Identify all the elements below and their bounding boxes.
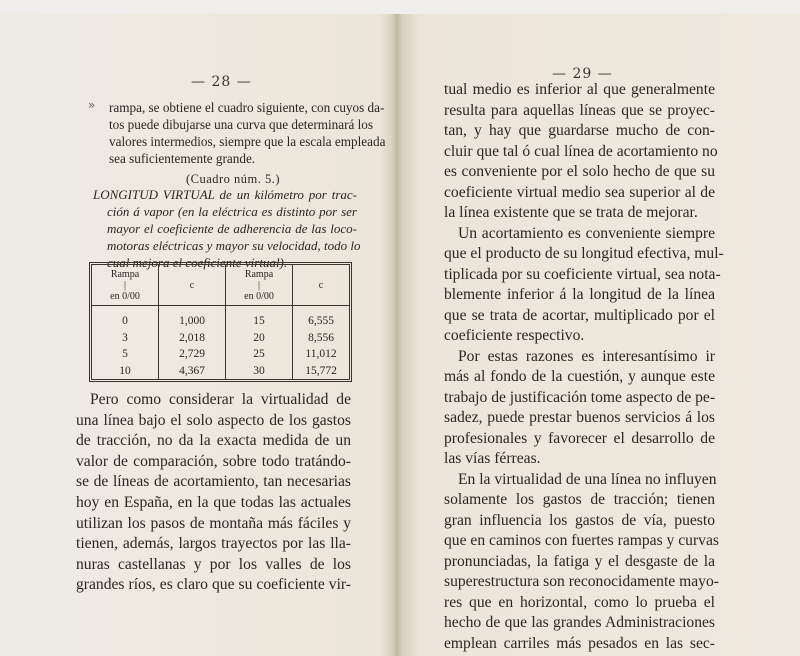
body-line: una línea bajo el solo aspecto de los gastos: [76, 411, 351, 429]
body-line: grandes ríos, es claro que su coeficiente vir-: [76, 576, 351, 594]
table-cell: 15: [226, 306, 293, 329]
table-cell: 2,729: [159, 346, 226, 363]
text-line: blemente inferior á la longitud de la línea: [444, 286, 715, 303]
right-page: [400, 0, 800, 656]
body-line: nuras castellanas y por los valles de los: [76, 555, 351, 573]
body-line: tienen, además, largos trayectos por las lla-: [76, 535, 351, 553]
header-rampa: [226, 265, 293, 306]
table-cell: 1,000: [159, 306, 226, 329]
left-page: [0, 0, 397, 656]
text-line: coeficiente respectivo.: [444, 327, 585, 344]
table-cell: 10: [92, 362, 159, 379]
header-c-text: c: [318, 279, 324, 291]
table-cell: 6,555: [308, 314, 334, 327]
table-cell: 2,018: [159, 329, 226, 346]
header-c-text: c: [189, 279, 195, 291]
intro-line: valores intermedios, siempre que la escala empleada: [109, 134, 386, 149]
header-c: [159, 265, 226, 306]
text-line: la línea existente que se trata de mejorar.: [444, 204, 698, 221]
table-cell: 8,556: [308, 331, 334, 344]
table-title-line: cual mejora el coeficiente virtual).: [107, 255, 288, 270]
text-line: trabajo de justificación tome aspecto de pe-: [444, 388, 716, 406]
header-rampa-text: Rampa | en 0/00: [244, 268, 274, 302]
table-caption: (Cuadro núm. 5.): [185, 172, 281, 186]
table-cell: 15,772: [305, 364, 337, 377]
table-cell: 3: [92, 329, 159, 346]
text-line: En la virtualidad de una línea no influyen: [458, 470, 717, 488]
text-line: solamente los gastos de tracción; tienen: [444, 491, 715, 508]
margin-mark: »: [88, 98, 96, 112]
body-line: hoy en España, en la que todas las actuales: [76, 493, 351, 511]
table-title: [93, 186, 361, 271]
intro-line: tos puede dibujarse una curva que determinará los: [109, 117, 374, 132]
intro-line: rampa, se obtiene el cuadro siguiente, con cuyos da-: [109, 100, 385, 115]
table-row: [92, 346, 349, 363]
text-line: superestructura son reconocidamente mayo-: [444, 573, 719, 590]
body-line: valor de comparación, sobre todo tratándo-: [76, 452, 351, 470]
body-line: se de líneas de acortamiento, tan necesarias: [76, 473, 351, 491]
text-line: hecho de que las grandes Administraciones: [444, 614, 715, 631]
body-line: utilizan los pasos de montaña más fáciles y: [76, 514, 351, 532]
table-title-line: mayor el coeficiente de adherencia de las loco-: [107, 221, 357, 236]
text-line: Por estas razones es interesantísimo ir: [458, 347, 715, 365]
table-cell: 0: [92, 306, 159, 329]
text-line: gran influencia los gastos de vía, puesto: [444, 511, 715, 529]
table-cell: 4,367: [159, 362, 226, 379]
intro-line: sea suficientemente grande.: [109, 151, 256, 166]
body-paragraph: [76, 390, 351, 596]
text-line: que en caminos con fuertes rampas y curvas: [444, 532, 719, 549]
text-line: que el producto de su longitud efectiva, mul-: [444, 245, 724, 262]
table-row: [92, 306, 349, 329]
table-title-line: motoras eléctricas y mayor su velocidad, todo lo: [107, 238, 361, 253]
table-header-row: [92, 265, 349, 306]
intro-paragraph: [109, 99, 386, 167]
virtual-length-table: [89, 262, 352, 382]
table-cell: 5: [92, 346, 159, 363]
text-line: sadez, puede prestar buenos servicios á los: [444, 409, 715, 426]
page-number-left: — 28 —: [191, 74, 252, 90]
table-row: [92, 362, 349, 379]
text-line: que se trata de acortar, multiplicado por el: [444, 306, 715, 324]
text-line: coeficiente virtual medio sea superior al de: [444, 183, 715, 201]
text-line: las vías férreas.: [444, 450, 541, 467]
text-line: res que en horizontal, como lo prueba el: [444, 593, 715, 611]
text-line: emplean carriles más pesados en las sec-: [444, 634, 715, 652]
table-cell: 30: [226, 362, 293, 379]
table-cell: 25: [226, 346, 293, 363]
text-line: tual medio es inferior al que generalmente: [444, 81, 715, 98]
text-line: tan, y hay que guardarse mucho de con-: [444, 122, 715, 139]
table-row: [92, 329, 349, 346]
table-title-line: LONGITUD VIRTUAL de un kilómetro por trac-: [93, 187, 357, 202]
text-line: pronunciadas, la fatiga y el desgaste de la: [444, 552, 715, 570]
text-line: tiplicada por su coeficiente virtual, sea nota-: [444, 265, 721, 283]
text-line: es conveniente por el solo hecho de que su: [444, 163, 715, 180]
text-line: profesionales y favorecer el desarrollo de: [444, 429, 715, 447]
table-cell: 11,012: [305, 348, 337, 361]
header-rampa: [92, 265, 159, 306]
right-page-text: [444, 80, 724, 654]
header-c: [293, 265, 349, 306]
body-line: de tracción, no da la exacta medida de un: [76, 432, 351, 450]
table-cell: 20: [226, 329, 293, 346]
text-line: más al fondo de la cuestión, y aunque este: [444, 368, 715, 385]
page-number-right: — 29 —: [552, 66, 613, 82]
table-title-line: ción á vapor (en la eléctrica es distinto por ser: [107, 204, 357, 219]
header-rampa-text: Rampa | en 0/00: [110, 268, 140, 302]
text-line: Un acortamiento es conveniente siempre: [458, 224, 715, 242]
text-line: cluir que tal ó cual línea de acortamiento no: [444, 142, 718, 160]
text-line: resulta para aquellas líneas que se proyec-: [444, 101, 715, 119]
body-line: Pero como considerar la virtualidad de: [90, 391, 351, 408]
